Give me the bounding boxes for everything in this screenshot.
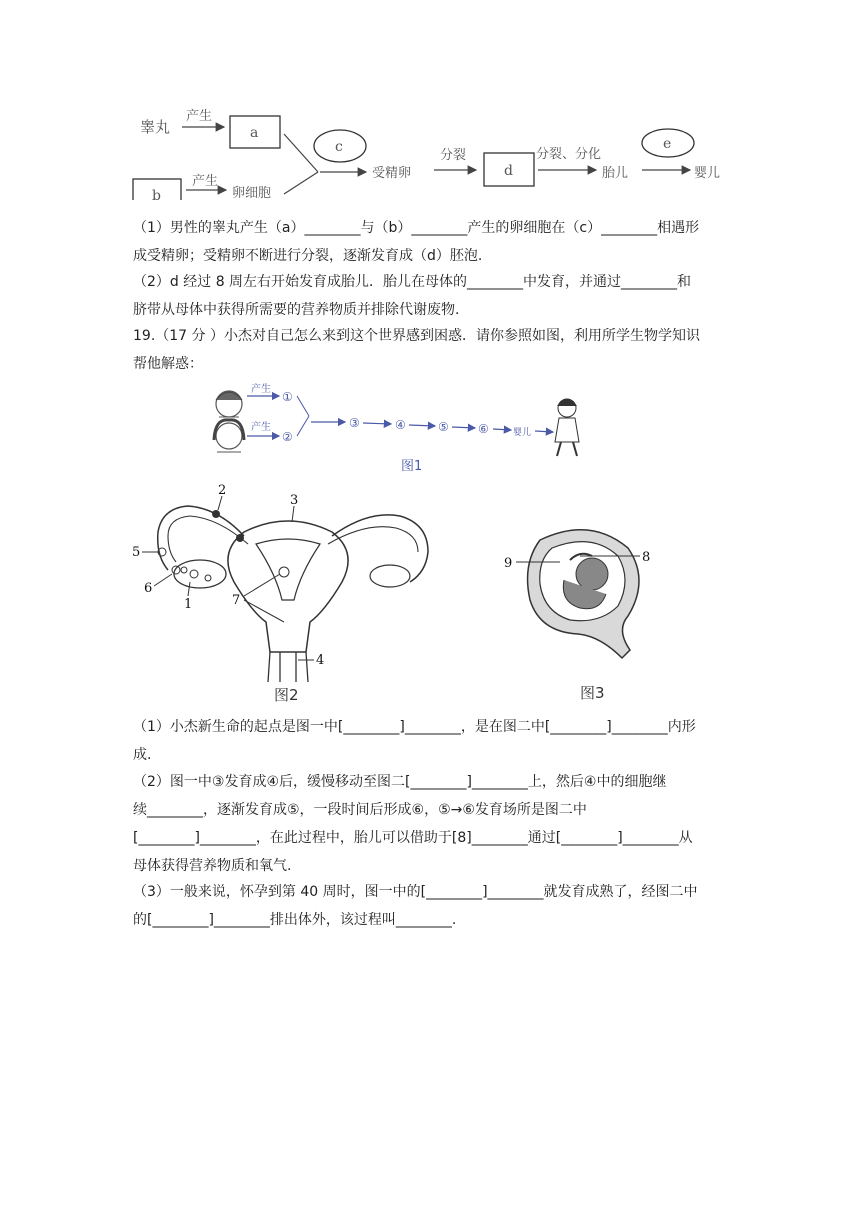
- fig2-label-1: 1: [184, 597, 193, 612]
- fig1-produce-top: 产生: [251, 384, 271, 395]
- fig1-arrow-to-4: [363, 423, 391, 424]
- testis-label: 睾丸: [140, 118, 171, 136]
- embryo-dot-1: [212, 510, 220, 518]
- fig3-label-8: 8: [642, 550, 651, 565]
- q19-p2-line4: 母体获得营养物质和氧气.: [133, 858, 292, 874]
- q19-part2: [133, 768, 733, 880]
- fig1-produce-bottom: 产生: [251, 422, 271, 433]
- fig1-n2: ②: [282, 430, 293, 444]
- q19-header: [133, 322, 733, 378]
- fig2-label-4: 4: [316, 653, 325, 668]
- embryo-dot-2: [236, 534, 244, 542]
- zygote-label: 受精卵: [372, 166, 412, 181]
- woman-icon: [214, 420, 244, 452]
- fig1-bracket: [297, 396, 309, 416]
- fig1-arrow-to-5: [409, 425, 435, 426]
- produce-bottom-label: 产生: [192, 174, 219, 189]
- egg-cell-label: 卵细胞: [232, 186, 272, 200]
- infant-label: 婴儿: [694, 166, 721, 181]
- produce-top-label: 产生: [186, 109, 213, 124]
- merge-line-top: [284, 134, 318, 172]
- q19-p1-line1: （1）小杰新生命的起点是图一中[________]________，是在图二中[________]________内形: [133, 719, 696, 735]
- vagina-outline: [268, 652, 308, 682]
- figure-2: [128, 482, 448, 712]
- q19-p2-line1: （2）图一中③发育成④后，缓慢移动至图二[________]________上，然后④中的细胞继: [133, 774, 667, 790]
- q19-p2-line2: 续________，逐渐发育成⑤，一段时间后形成⑥，⑤→⑥发育场所是图二中: [133, 802, 587, 818]
- fig1-arrow-to-6: [452, 427, 475, 428]
- circle-c-label: c: [335, 139, 343, 155]
- fig1-n3: ③: [349, 416, 360, 430]
- q18-p2-line1: （2）d 经过 8 周左右开始发育成胎儿．胎儿在母体的________中发育，并通过________和: [133, 274, 692, 290]
- fig2-label-6: 6: [144, 581, 153, 596]
- fig2-caption: 图2: [274, 686, 299, 704]
- fig1-caption: 图1: [401, 459, 423, 474]
- fig2-label-7: 7: [232, 593, 241, 608]
- q19-p1-line2: 成.: [133, 747, 152, 763]
- merge-line-bottom: [284, 172, 318, 194]
- figure-1: [205, 378, 605, 478]
- fig1-n4: ④: [395, 418, 406, 432]
- q19-p3-line2: 的[________]________排出体外，该过程叫________.: [133, 912, 457, 928]
- fig2-leader-6: [154, 574, 172, 586]
- q18-p1-line2: 成受精卵；受精卵不断进行分裂，逐渐发育成（d）胚泡.: [133, 248, 483, 264]
- fetus-label: 胎儿: [602, 166, 629, 181]
- box-d-label: d: [504, 163, 513, 179]
- fig1-n1: ①: [282, 390, 293, 404]
- fig1-baby-label: 婴儿: [513, 428, 532, 438]
- uterus-outline: [228, 521, 348, 652]
- q18-part1: [133, 214, 733, 270]
- child-icon: [555, 399, 579, 456]
- q19-header-line2: 帮他解惑：: [133, 356, 203, 372]
- fig2-leader-3: [292, 506, 294, 522]
- box-a-label: a: [250, 125, 259, 141]
- split-differentiate-label: 分裂、分化: [536, 147, 602, 162]
- box-b-label: b: [152, 188, 161, 200]
- left-ovary: [174, 560, 226, 588]
- fig1-n6: ⑥: [478, 422, 489, 436]
- fig2-label-2: 2: [218, 483, 227, 498]
- fig2-leader-2: [218, 496, 222, 510]
- q18-part2: [133, 268, 733, 324]
- figure-3: [500, 520, 670, 710]
- circle-e-label: e: [663, 136, 672, 152]
- man-icon: [216, 391, 242, 417]
- q19-part3: [133, 878, 733, 934]
- fig2-label-3: 3: [290, 493, 299, 508]
- q19-p3-line1: （3）一般来说，怀孕到第 40 周时，图一中的[________]________就发育成熟了，经图二中: [133, 884, 698, 900]
- reproduction-flow-diagram: [0, 0, 860, 200]
- fig3-caption: 图3: [580, 684, 605, 702]
- q19-header-line1: 19.（17 分 ）小杰对自己怎么来到这个世界感到困惑．请你参照如图，利用所学生物学知识: [133, 328, 700, 344]
- fig3-label-9: 9: [504, 556, 513, 571]
- fig1-arrow-to-baby: [493, 429, 511, 430]
- q18-p1-line1: （1）男性的睾丸产生（a）________与（b）________产生的卵细胞在（c）________相遇形: [133, 220, 700, 236]
- split-label: 分裂: [440, 148, 467, 163]
- fig1-arrow-to-child: [535, 431, 553, 432]
- q19-part1: [133, 713, 733, 769]
- fig1-n5: ⑤: [438, 420, 449, 434]
- q19-p2-line3: [________]________，在此过程中，胎儿可以借助于[8]________通过[________]________从: [133, 830, 693, 846]
- right-ovary: [370, 565, 410, 587]
- q18-p2-line2: 脐带从母体中获得所需要的营养物质并排除代谢废物.: [133, 302, 460, 318]
- fig2-label-5: 5: [132, 545, 141, 560]
- fig1-bracket-2: [297, 416, 309, 436]
